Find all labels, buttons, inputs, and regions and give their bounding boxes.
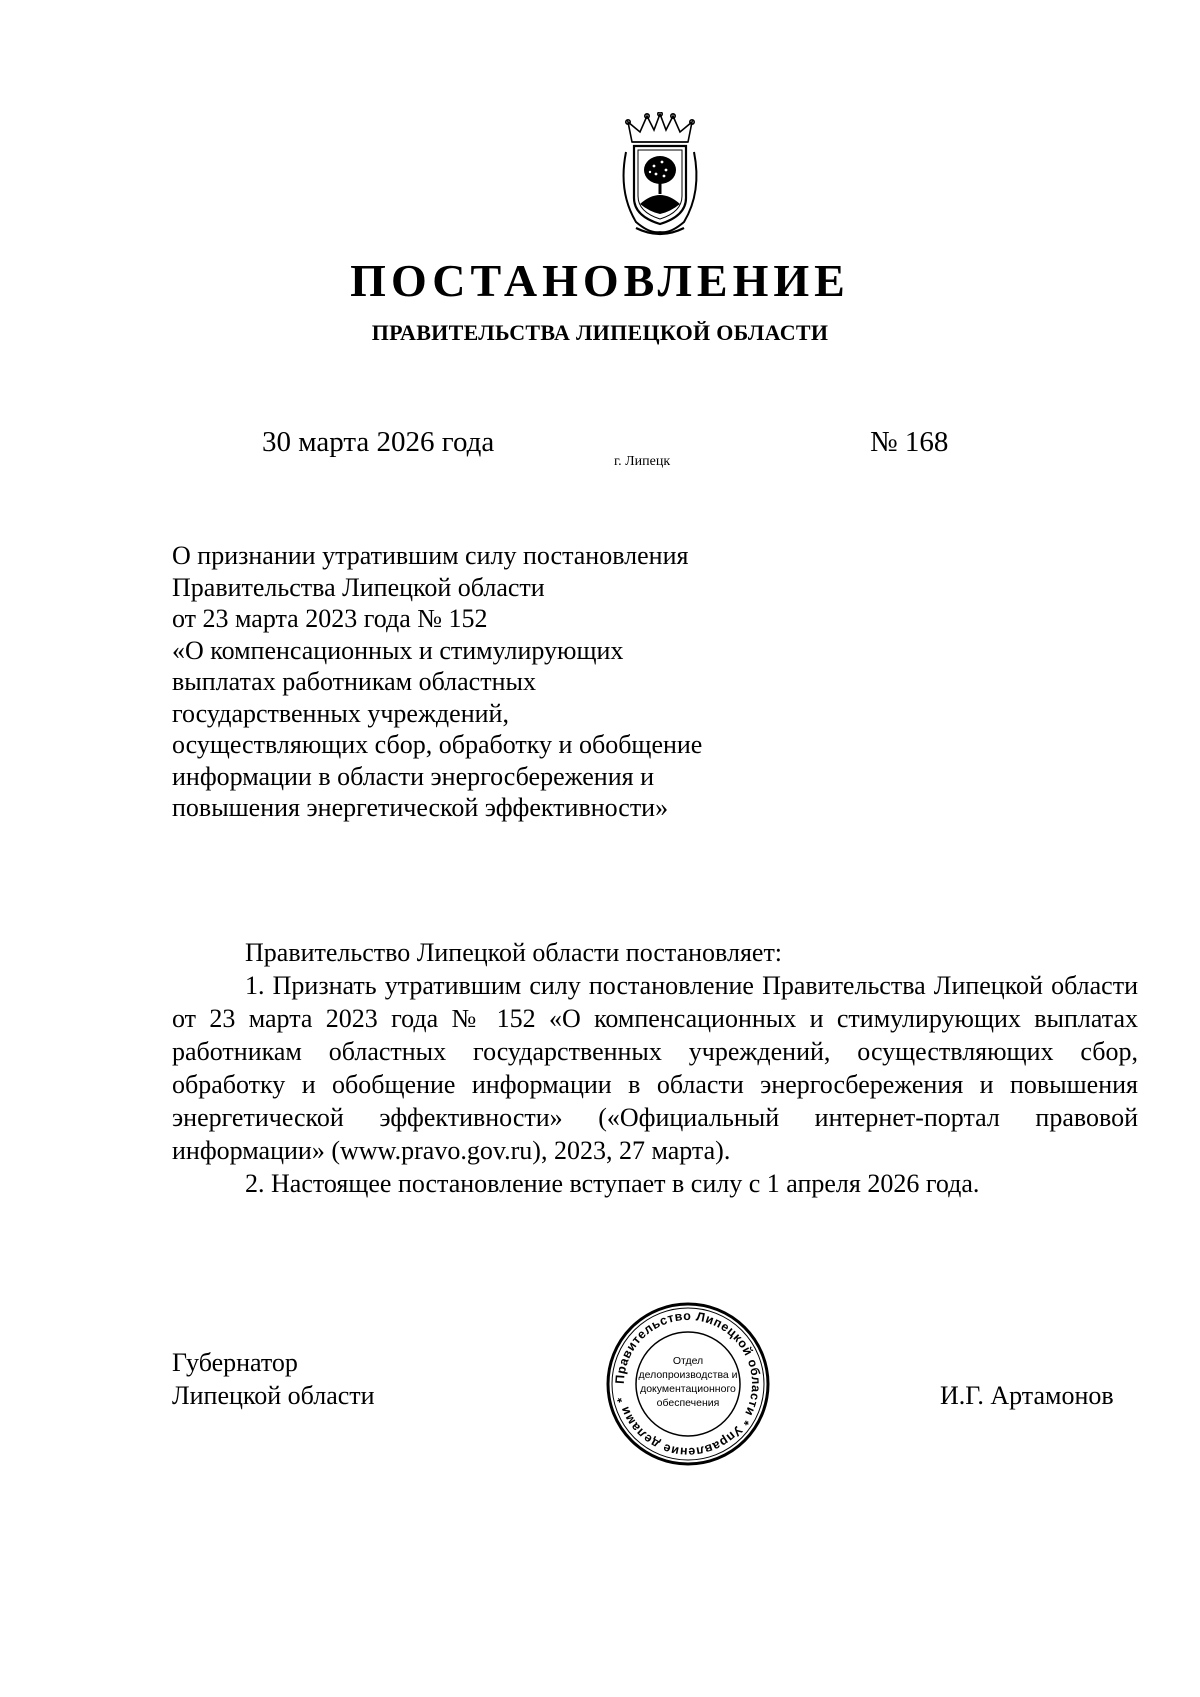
subject-line: осуществляющих сбор, обработку и обобщение xyxy=(172,730,703,759)
stamp-inner-line: документационного xyxy=(640,1383,736,1395)
signatory-position xyxy=(172,1346,375,1412)
subject-line: информации в области энергосбережения и xyxy=(172,761,654,791)
subject-line: О признании утратившим силу постановления xyxy=(172,541,689,570)
stamp-inner-line: Отдел xyxy=(672,1355,704,1367)
subject-line: выплатах работникам областных xyxy=(172,667,536,696)
document-subject xyxy=(172,540,792,824)
document-number: № 168 xyxy=(870,426,949,458)
stamp-outer-text: Правительство Липецкой области * Управление делами * xyxy=(612,1308,764,1460)
subject-line: государственных учреждений, xyxy=(172,698,509,728)
coat-of-arms-icon xyxy=(614,112,706,240)
body-item-2: 2. Настоящее постановление вступает в силу с 1 апреля 2026 года. xyxy=(245,1169,980,1198)
official-stamp xyxy=(604,1300,772,1468)
stamp-inner-line: делопроизводства и xyxy=(638,1369,738,1381)
body-item-1: 1. Признать утратившим силу постановление Правительства Липецкой области от 23 марта 2023 года № 152 «О компенсационных и стимулирующих выплатах работникам областных государственных учреждений, осуществляющих сбор, обработку и обобщение информации в области энергосбережения и повышения энергетической эффективности» («Официальный интернет-портал правовой информации» (www.pravo.gov.ru), 2023, 27 марта). xyxy=(172,971,1138,1165)
document-body xyxy=(172,936,1138,1200)
signatory-position-line: Липецкой области xyxy=(172,1381,375,1410)
subject-line: Правительства Липецкой области xyxy=(172,572,545,602)
signatory-name: И.Г. Артамонов xyxy=(940,1381,1114,1410)
subject-line: от 23 марта 2023 года № 152 xyxy=(172,604,488,633)
document-date: 30 марта 2026 года xyxy=(262,426,495,458)
subject-line: повышения энергетической эффективности» xyxy=(172,793,669,822)
issuing-authority: ПРАВИТЕЛЬСТВА ЛИПЕЦКОЙ ОБЛАСТИ xyxy=(371,320,829,345)
signatory-position-line: Губернатор xyxy=(172,1348,298,1377)
document-city: г. Липецк xyxy=(614,454,671,469)
stamp-inner-line: обеспечения xyxy=(656,1397,720,1409)
subject-line: «О компенсационных и стимулирующих xyxy=(172,635,624,665)
document-title: ПОСТАНОВЛЕНИЕ xyxy=(350,255,850,306)
body-intro: Правительство Липецкой области постановляет: xyxy=(245,938,783,967)
